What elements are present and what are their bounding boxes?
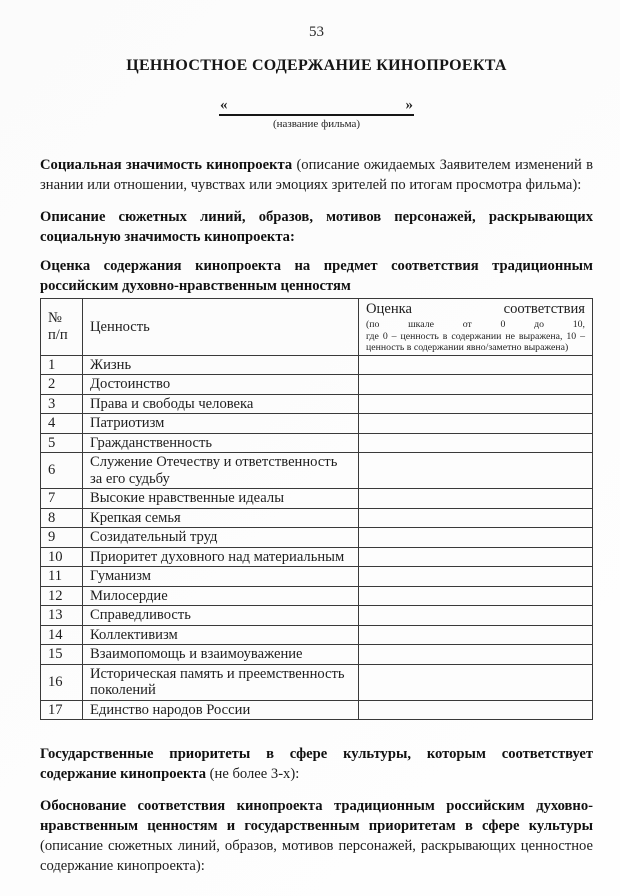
row-number-cell: 8 [41, 508, 83, 528]
plot-description-heading: Описание сюжетных линий, образов, мотивов персонажей, раскрывающих социальную значимость кинопроекта: [40, 209, 593, 245]
row-value-cell: Служение Отечеству и ответственность за его судьбу [83, 453, 359, 489]
row-number-cell: 6 [41, 453, 83, 489]
row-score-cell [359, 664, 593, 700]
values-table-row [41, 433, 593, 453]
values-table-row [41, 453, 593, 489]
row-number-cell: 16 [41, 664, 83, 700]
row-value-cell: Достоинство [83, 375, 359, 395]
page-title: ЦЕННОСТНОЕ СОДЕРЖАНИЕ КИНОПРОЕКТА [126, 57, 507, 74]
column-header-value: Ценность [83, 299, 359, 356]
row-number-cell: 1 [41, 355, 83, 375]
row-value-cell: Взаимопомощь и взаимоуважение [83, 645, 359, 665]
row-value-cell: Патриотизм [83, 414, 359, 434]
values-table [40, 298, 593, 720]
column-header-score-title: Оценка соответствия [366, 301, 585, 317]
values-table-row [41, 664, 593, 700]
open-guillemet-quote: « [220, 97, 228, 113]
score-note-line-2: где 0 – ценность в содержании не выражена, 10 – [366, 330, 585, 342]
row-score-cell [359, 625, 593, 645]
row-value-cell: Крепкая семья [83, 508, 359, 528]
row-value-cell: Гражданственность [83, 433, 359, 453]
row-number-cell: 11 [41, 567, 83, 587]
social-significance-heading: Социальная значимость кинопроекта [40, 157, 293, 173]
score-note-line-3: ценность в содержании явно/заметно выражена) [366, 342, 569, 353]
justification-note: (описание сюжетных линий, образов, мотивов персонажей, раскрывающих ценностное содержание кинопроекта): [40, 838, 593, 874]
row-value-cell: Единство народов России [83, 700, 359, 720]
row-number-cell: 2 [41, 375, 83, 395]
values-table-row [41, 414, 593, 434]
row-score-cell [359, 547, 593, 567]
assessment-heading-paragraph [40, 256, 593, 296]
row-number-cell: 4 [41, 414, 83, 434]
row-number-cell: 9 [41, 528, 83, 548]
values-table-row [41, 375, 593, 395]
state-priorities-paragraph [40, 744, 593, 784]
row-number-cell: 17 [41, 700, 83, 720]
values-table-header-row [41, 299, 593, 356]
film-title-line [219, 97, 414, 116]
values-table-row [41, 508, 593, 528]
values-table-row [41, 547, 593, 567]
row-number-cell: 5 [41, 433, 83, 453]
row-value-cell: Милосердие [83, 586, 359, 606]
values-table-row [41, 606, 593, 626]
row-number-cell: 3 [41, 394, 83, 414]
column-header-num: № п/п [41, 299, 83, 356]
values-table-row [41, 489, 593, 509]
close-guillemet-quote: » [405, 97, 413, 113]
social-significance-paragraph [40, 155, 593, 195]
values-table-row [41, 700, 593, 720]
row-value-cell: Права и свободы человека [83, 394, 359, 414]
row-value-cell: Справедливость [83, 606, 359, 626]
row-number-cell: 14 [41, 625, 83, 645]
column-header-score [359, 299, 593, 356]
row-score-cell [359, 586, 593, 606]
state-priorities-heading: Государственные приоритеты в сфере культуры, которым соответствует содержание кинопроекта [40, 746, 593, 782]
row-score-cell [359, 489, 593, 509]
row-number-cell: 13 [41, 606, 83, 626]
values-table-row [41, 645, 593, 665]
row-value-cell: Коллективизм [83, 625, 359, 645]
social-significance-note: (описание ожидаемых Заявителем изменений в знании или отношении, чувствах или эмоциях зрителей по итогам просмотра фильма): [40, 157, 593, 193]
row-value-cell: Гуманизм [83, 567, 359, 587]
assessment-heading: Оценка содержания кинопроекта на предмет соответствия традиционным российским духовно-нравственным ценностям [40, 258, 593, 294]
film-title-field [40, 96, 593, 131]
justification-heading: Обоснование соответствия кинопроекта традиционным российским духовно-нравственным ценностям и государственным приоритетам в сфере культуры [40, 798, 593, 834]
row-score-cell [359, 414, 593, 434]
values-table-row [41, 586, 593, 606]
row-number-cell: 10 [41, 547, 83, 567]
row-score-cell [359, 645, 593, 665]
column-header-score-note [366, 319, 585, 354]
row-value-cell: Историческая память и преемственность поколений [83, 664, 359, 700]
row-value-cell: Созидательный труд [83, 528, 359, 548]
row-value-cell: Жизнь [83, 355, 359, 375]
film-title-caption: (название фильма) [272, 118, 361, 130]
row-number-cell: 12 [41, 586, 83, 606]
row-value-cell: Высокие нравственные идеалы [83, 489, 359, 509]
values-table-body [41, 355, 593, 720]
justification-paragraph [40, 796, 593, 876]
row-score-cell [359, 567, 593, 587]
score-note-line-1: (по шкале от 0 до 10, [366, 319, 585, 330]
values-table-row [41, 625, 593, 645]
values-table-row [41, 567, 593, 587]
state-priorities-note: (не более 3-х): [206, 766, 300, 782]
values-table-row [41, 394, 593, 414]
row-score-cell [359, 528, 593, 548]
row-number-cell: 7 [41, 489, 83, 509]
row-score-cell [359, 433, 593, 453]
row-score-cell [359, 355, 593, 375]
row-score-cell [359, 606, 593, 626]
row-number-cell: 15 [41, 645, 83, 665]
values-table-row [41, 528, 593, 548]
row-score-cell [359, 700, 593, 720]
row-score-cell [359, 508, 593, 528]
plot-description-paragraph [40, 207, 593, 247]
row-score-cell [359, 394, 593, 414]
row-score-cell [359, 375, 593, 395]
row-value-cell: Приоритет духовного над материальным [83, 547, 359, 567]
page-number: 53 [309, 24, 324, 40]
values-table-row [41, 355, 593, 375]
row-score-cell [359, 453, 593, 489]
